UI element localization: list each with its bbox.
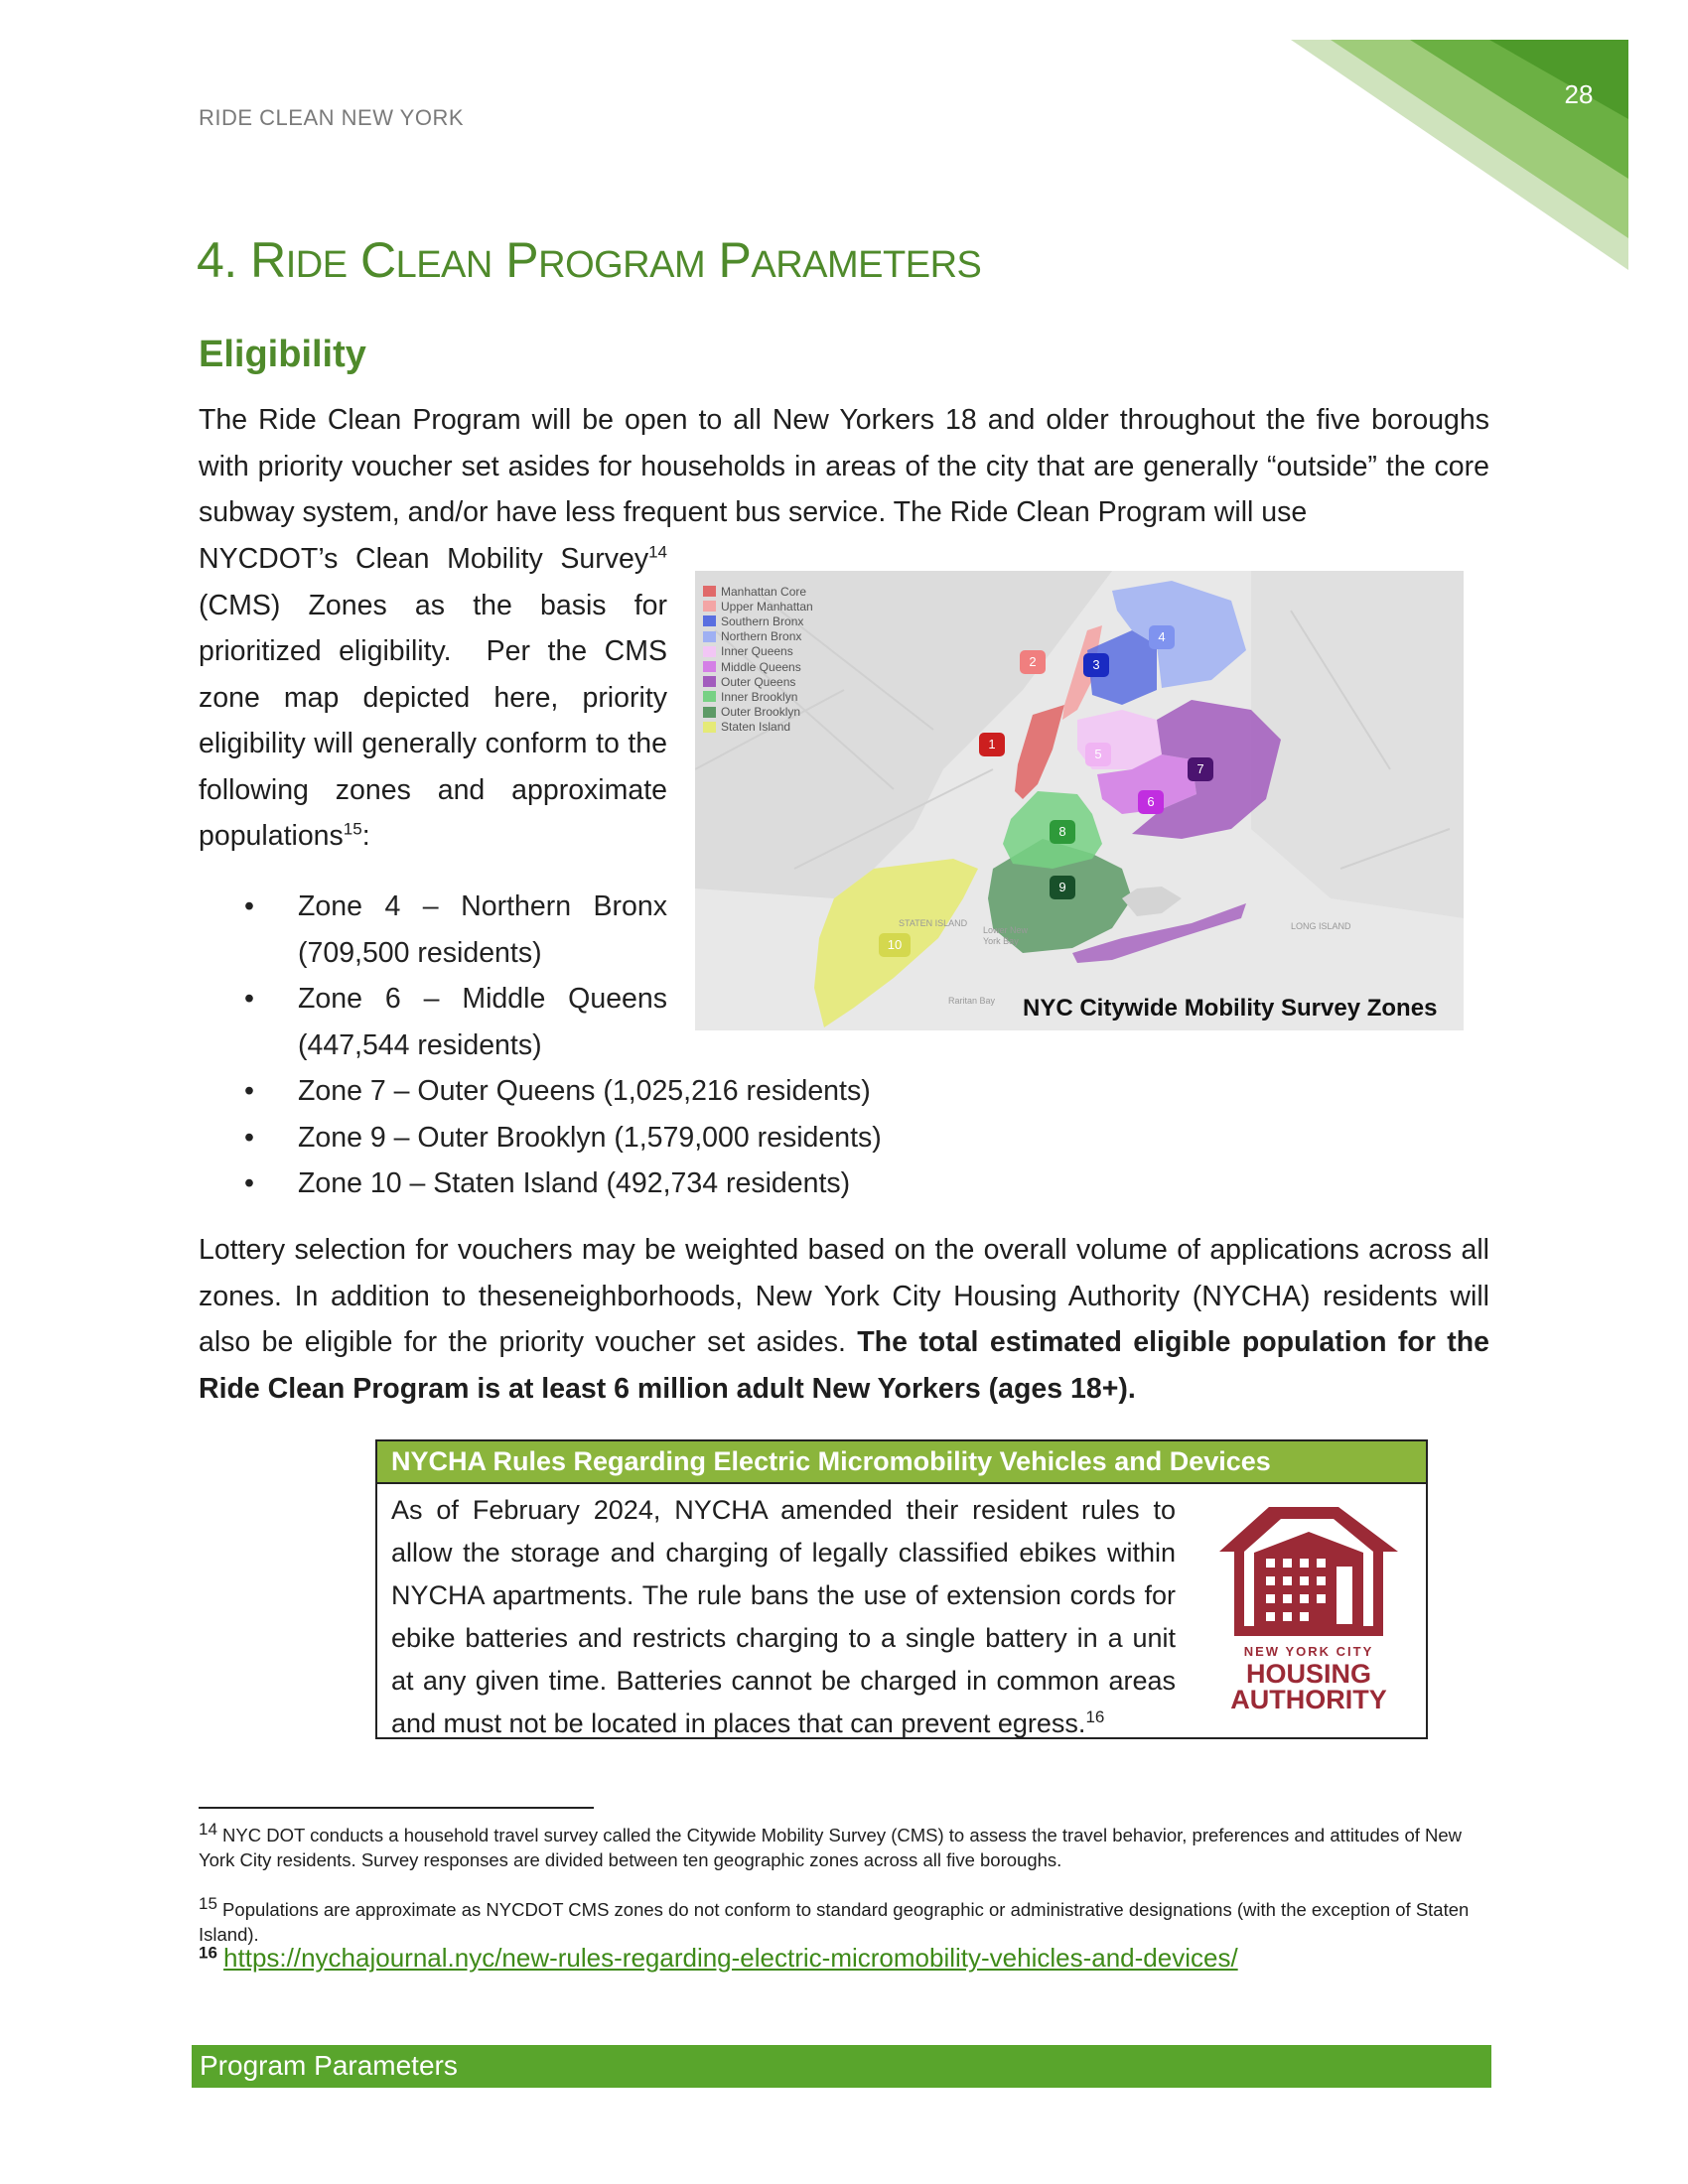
list-item: • Zone 9 – Outer Brooklyn (1,579,000 residents) [244, 1121, 882, 1154]
section-title: 4. RIDE CLEAN PROGRAM PARAMETERS [197, 232, 982, 288]
footnote-ref-16[interactable]: 16 [1085, 1707, 1105, 1726]
svg-text:AUTHORITY: AUTHORITY [1230, 1685, 1387, 1714]
zone-badge-4: 4 [1149, 625, 1175, 649]
legend-item: Upper Manhattan [703, 599, 813, 614]
list-item: • Zone 10 – Staten Island (492,734 residents) [244, 1167, 851, 1199]
list-item: • Zone 4 – Northern Bronx (709,500 residents) [244, 890, 667, 969]
nycha-logo [1219, 1497, 1398, 1730]
map-caption: NYC Citywide Mobility Survey Zones [1023, 995, 1438, 1022]
legend-item: Southern Bronx [703, 614, 813, 628]
place-label: Raritan Bay [948, 996, 996, 1006]
list-item: • Zone 7 – Outer Queens (1,025,216 residents) [244, 1075, 871, 1107]
legend-swatch [703, 722, 716, 733]
zone-badge-9: 9 [1050, 876, 1075, 899]
zone-badge-10: 10 [879, 933, 911, 957]
nycha-rules-box [375, 1439, 1428, 1739]
nycha-box-title: NYCHA Rules Regarding Electric Micromobility Vehicles and Devices [391, 1446, 1271, 1476]
legend-swatch [703, 676, 716, 687]
legend-swatch [703, 707, 716, 718]
footnote-ref-14[interactable]: 14 [648, 542, 667, 562]
place-label: LONG ISLAND [1291, 921, 1351, 931]
footnote-16: $^{16}$ https://nychajournal.nyc/new-rules-regarding-electric-micromobility-vehicles-and-devices/ [199, 1943, 1238, 1973]
legend-item: Middle Queens [703, 659, 813, 674]
legend-item: Outer Queens [703, 674, 813, 689]
zone-badge-8: 8 [1050, 820, 1075, 844]
nycha-box-header [377, 1441, 1426, 1484]
footer-bar [192, 2045, 1491, 2088]
legend-item: Northern Bronx [703, 629, 813, 644]
zone-badge-6: 6 [1138, 790, 1164, 814]
cms-zones-paragraph: NYCDOT’s Clean Mobility Survey$^{14}$ (CMS) Zones as the basis for prioritized eligibility. Per the CMS zone map depicted here, priority eligibility will generally conform to the following zones and approximate populations$^{15}$: [199, 542, 667, 852]
eligible-population-statement: The total estimated eligible population for the Ride Clean Program is at least 6 million adult New Yorkers (ages 18+). [199, 1326, 1489, 1405]
footnote-divider [199, 1807, 594, 1809]
legend-swatch [703, 661, 716, 672]
nycha-journal-link[interactable]: https://nychajournal.nyc/new-rules-regarding-electric-micromobility-vehicles-and-devices/ [223, 1943, 1238, 1973]
list-item: • Zone 6 – Middle Queens (447,544 residents) [244, 983, 667, 1061]
footnote-14: $^{14}$ NYC DOT conducts a household travel survey called the Citywide Mobility Survey (CMS) to assess the travel behavior, preferences and attitudes of New York City residents. Survey responses are divided between ten geographic zones across all five boroughs. [199, 1819, 1463, 1870]
legend-item: Manhattan Core [703, 584, 813, 599]
legend-swatch [703, 631, 716, 642]
nycha-building-icon [1219, 1497, 1398, 1725]
zone-badge-7: 7 [1188, 757, 1213, 781]
place-label: STATEN ISLAND [899, 918, 968, 928]
svg-text:NEW YORK CITY: NEW YORK CITY [1243, 1644, 1374, 1659]
footnote-ref-15[interactable]: 15 [343, 819, 362, 839]
zone-badge-1: 1 [979, 733, 1005, 756]
zone-badge-2: 2 [1020, 650, 1046, 674]
eligibility-heading: Eligibility [199, 334, 366, 375]
map-legend [703, 584, 813, 735]
footnote-15: $^{15}$ Populations are approximate as NYCDOT CMS zones do not conform to standard geographic or administrative designations (with the exception of Staten Island). [199, 1893, 1470, 1945]
legend-swatch [703, 601, 716, 612]
legend-item: Staten Island [703, 720, 813, 735]
legend-swatch [703, 646, 716, 657]
legend-item: Outer Brooklyn [703, 705, 813, 720]
legend-item: Inner Brooklyn [703, 689, 813, 704]
legend-swatch [703, 615, 716, 626]
legend-item: Inner Queens [703, 644, 813, 659]
footer-label: Program Parameters [200, 2050, 458, 2081]
zone-badge-5: 5 [1085, 743, 1111, 766]
place-label: Lower New York Bay [983, 925, 1029, 946]
zone-badge-3: 3 [1083, 653, 1109, 677]
running-header: RIDE CLEAN NEW YORK [199, 105, 465, 130]
legend-swatch [703, 691, 716, 702]
corner-decoration [1291, 40, 1628, 270]
intro-paragraph: The Ride Clean Program will be open to all New Yorkers 18 and older throughout the five boroughs with priority voucher set asides for households in areas of the city that are generally “outside” the core subway system, and/or have less frequent bus service. The Ride Clean Program will use [199, 404, 1489, 528]
nycha-box-text: As of February 2024, NYCHA amended their resident rules to allow the storage and charging of legally classified ebikes within NYCHA apartments. The rule bans the use of extension cords for ebike batteries and restricts charging to a single battery in a unit at any given time. Batteries cannot be charged in common areas and must not be located in places that can prevent egress.$^{16}$ [391, 1495, 1176, 1738]
page-number: 28 [1564, 79, 1594, 109]
svg-text:HOUSING: HOUSING [1245, 1659, 1372, 1689]
legend-swatch [703, 586, 716, 597]
lottery-paragraph: Lottery selection for vouchers may be weighted based on the overall volume of applications across all zones. In addition to theseneighborhoods, New York City Housing Authority (NYCHA) residents will also be eligible for the priority voucher set asides. The total estimated eligible population for the Ride Clean Program is at least 6 million adult New Yorkers (ages 18+). [199, 1234, 1489, 1405]
